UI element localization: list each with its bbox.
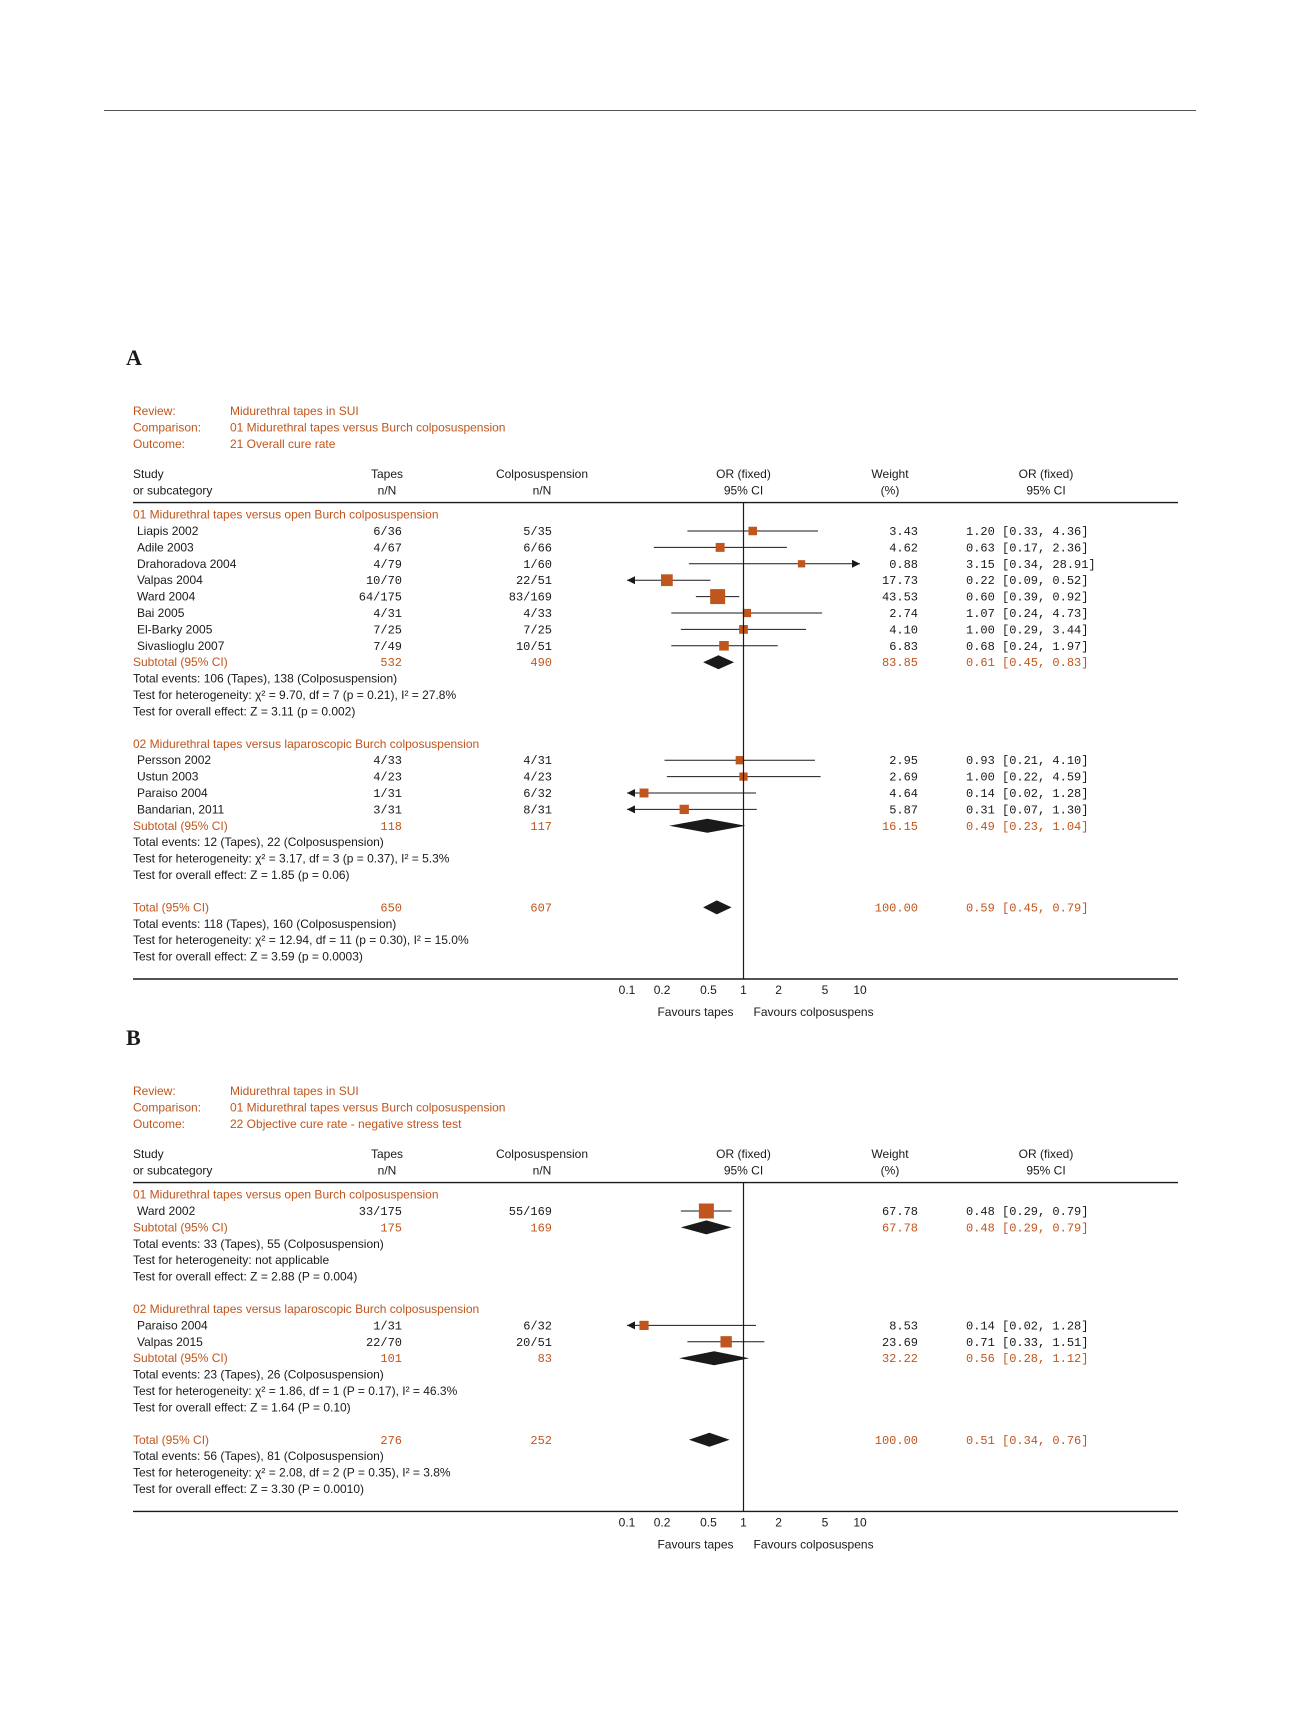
colpo-n: 83/169 (508, 590, 552, 605)
header-colposuspension: n/N (532, 1163, 552, 1178)
forest-plot-a (0, 345, 1300, 1025)
header-weight: Weight (871, 467, 909, 482)
point-estimate (640, 789, 649, 798)
study-name: Ward 2004 (137, 589, 196, 604)
group-title: 01 Midurethral tapes versus open Burch colposuspension (133, 1187, 439, 1202)
group-note: Total events: 12 (Tapes), 22 (Colposuspension) (133, 835, 384, 850)
colpo-n: 4/33 (523, 607, 552, 621)
total-diamond (689, 1433, 730, 1447)
tapes-n: 4/31 (373, 607, 402, 621)
subtotal-weight: 67.78 (881, 1221, 918, 1236)
subtotal-or-ci: 0.48 [0.29, 0.79] (966, 1221, 1089, 1236)
point-estimate (719, 641, 729, 651)
meta-label: Review: (133, 404, 176, 418)
axis-tick-label: 0.1 (618, 1515, 636, 1530)
study-name: Paraiso 2004 (137, 1318, 208, 1333)
study-name: Sivaslioglu 2007 (137, 638, 225, 653)
weight-value: 2.69 (889, 770, 918, 785)
total-note: Total events: 118 (Tapes), 160 (Colposuspension) (133, 916, 397, 931)
total-diamond (703, 900, 731, 914)
point-estimate (699, 1204, 714, 1219)
header-tapes: n/N (377, 1163, 397, 1178)
header-tapes: Tapes (370, 1147, 404, 1162)
or-ci-value: 1.07 [0.24, 4.73] (966, 607, 1089, 621)
weight-value: 5.87 (889, 803, 918, 818)
weight-value: 4.62 (889, 541, 918, 556)
colpo-n: 6/66 (523, 541, 552, 556)
or-ci-value: 1.00 [0.22, 4.59] (966, 770, 1089, 785)
study-name: Liapis 2002 (137, 524, 199, 538)
weight-value: 8.53 (889, 1319, 918, 1334)
header-weight: (%) (880, 1163, 900, 1178)
point-estimate (716, 543, 725, 552)
ci-arrow (627, 789, 635, 797)
total-note: Test for overall effect: Z = 3.30 (P = 0.0010) (133, 1482, 365, 1496)
forest-plot-panel-b (0, 1025, 1300, 1585)
weight-value: 2.74 (889, 607, 918, 621)
total-weight: 100.00 (874, 901, 918, 916)
or-ci-value: 0.71 [0.33, 1.51] (966, 1335, 1089, 1350)
tapes-n: 4/33 (373, 754, 402, 769)
colpo-n: 10/51 (515, 639, 552, 654)
subtotal-weight: 16.15 (881, 819, 918, 834)
subtotal-colpo: 117 (530, 819, 552, 834)
subtotal-label: Subtotal (95% CI) (133, 1351, 228, 1366)
meta-value: 01 Midurethral tapes versus Burch colposuspension (230, 1100, 506, 1115)
weight-value: 0.88 (889, 557, 918, 572)
favours-left-label: Favours tapes (657, 1005, 734, 1019)
ci-arrow (627, 576, 635, 584)
header-colposuspension: n/N (532, 483, 552, 498)
tapes-n: 1/31 (373, 1319, 402, 1334)
tapes-n: 10/70 (365, 574, 402, 589)
subtotal-diamond (679, 1351, 749, 1365)
tapes-n: 4/67 (373, 541, 402, 556)
or-ci-value: 0.31 [0.07, 1.30] (966, 803, 1089, 818)
study-name: Valpas 2004 (137, 573, 203, 588)
colpo-n: 22/51 (515, 574, 552, 589)
meta-label: Outcome: (133, 1116, 186, 1131)
or-ci-value: 1.00 [0.29, 3.44] (966, 623, 1089, 638)
point-estimate (680, 805, 689, 814)
group-title: 02 Midurethral tapes versus laparoscopic Burch colposuspension (133, 736, 480, 751)
colpo-n: 55/169 (508, 1205, 552, 1219)
forest-plot-b (0, 1025, 1300, 1585)
header-tapes: n/N (377, 483, 397, 498)
or-ci-value: 3.15 [0.34, 28.91] (966, 557, 1096, 572)
tapes-n: 6/36 (373, 525, 402, 539)
study-name: Bandarian, 2011 (137, 802, 225, 817)
header-study: or subcategory (133, 1163, 213, 1178)
subtotal-or-ci: 0.61 [0.45, 0.83] (966, 656, 1089, 671)
total-note: Test for heterogeneity: χ² = 12.94, df = 11 (p = 0.30), I² = 15.0% (133, 933, 469, 948)
meta-value: 21 Overall cure rate (230, 436, 336, 451)
or-ci-value: 1.20 [0.33, 4.36] (966, 525, 1089, 539)
or-ci-value: 0.14 [0.02, 1.28] (966, 1319, 1089, 1334)
tapes-n: 22/70 (365, 1335, 402, 1350)
axis-tick-label: 5 (821, 1515, 829, 1530)
axis-tick-label: 1 (740, 1515, 747, 1530)
subtotal-weight: 32.22 (881, 1352, 918, 1367)
point-estimate (639, 1321, 648, 1330)
subtotal-tapes: 101 (380, 1352, 402, 1367)
header-study: or subcategory (133, 483, 213, 498)
subtotal-label: Subtotal (95% CI) (133, 1220, 228, 1235)
weight-value: 67.78 (881, 1205, 918, 1219)
subtotal-tapes: 532 (380, 656, 402, 671)
group-note: Test for heterogeneity: χ² = 9.70, df = 7 (p = 0.21), I² = 27.8% (133, 688, 457, 702)
tapes-n: 64/175 (358, 590, 402, 605)
header-weight: Weight (871, 1147, 909, 1162)
axis-tick-label: 0.1 (618, 983, 636, 997)
or-ci-value: 0.22 [0.09, 0.52] (966, 574, 1089, 589)
meta-value: 22 Objective cure rate - negative stress test (230, 1116, 462, 1131)
total-note: Total events: 56 (Tapes), 81 (Colposuspension) (133, 1449, 384, 1464)
group-note: Total events: 23 (Tapes), 26 (Colposuspension) (133, 1367, 384, 1382)
axis-tick-label: 0.2 (653, 983, 671, 997)
axis-tick-label: 2 (775, 1515, 782, 1530)
colpo-n: 4/23 (523, 770, 552, 785)
subtotal-diamond (703, 655, 734, 669)
header-plot: OR (fixed) (716, 1147, 771, 1162)
favours-left-label: Favours tapes (657, 1537, 734, 1552)
meta-label: Comparison: (133, 420, 202, 435)
header-or: OR (fixed) (1018, 1147, 1074, 1162)
colpo-n: 6/32 (523, 787, 552, 801)
subtotal-or-ci: 0.49 [0.23, 1.04] (966, 819, 1089, 834)
tapes-n: 4/23 (373, 770, 402, 785)
group-note: Test for overall effect: Z = 3.11 (p = 0.002) (133, 704, 356, 719)
point-estimate (748, 527, 757, 536)
meta-label: Outcome: (133, 436, 186, 451)
header-tapes: Tapes (370, 467, 404, 482)
panel-label: B (126, 1025, 141, 1050)
page-top-rule (104, 110, 1196, 111)
weight-value: 6.83 (889, 639, 918, 654)
total-tapes: 276 (380, 1433, 402, 1448)
meta-value: Midurethral tapes in SUI (230, 404, 359, 418)
ci-arrow (852, 560, 860, 568)
colpo-n: 1/60 (523, 557, 552, 572)
axis-tick-label: 10 (853, 983, 867, 997)
group-note: Total events: 106 (Tapes), 138 (Colposuspension) (133, 671, 398, 686)
total-colpo: 607 (530, 901, 552, 916)
point-estimate (721, 1336, 732, 1347)
meta-label: Comparison: (133, 1100, 202, 1115)
header-study: Study (133, 1147, 164, 1162)
tapes-n: 1/31 (373, 787, 402, 801)
weight-value: 17.73 (881, 574, 918, 589)
header-or: OR (fixed) (1018, 467, 1074, 482)
axis-tick-label: 0.5 (700, 983, 717, 997)
or-ci-value: 0.48 [0.29, 0.79] (966, 1205, 1089, 1219)
subtotal-diamond (669, 819, 745, 833)
favours-right-label: Favours colposuspens (753, 1005, 874, 1019)
study-name: El-Barky 2005 (137, 622, 213, 637)
study-name: Drahoradova 2004 (137, 556, 237, 571)
subtotal-tapes: 118 (380, 819, 402, 834)
group-note: Total events: 33 (Tapes), 55 (Colposuspension) (133, 1236, 384, 1251)
group-note: Test for overall effect: Z = 1.85 (p = 0.06) (133, 868, 350, 882)
header-study: Study (133, 467, 164, 482)
header-or: 95% CI (1026, 483, 1066, 498)
total-tapes: 650 (380, 901, 402, 916)
study-name: Valpas 2015 (137, 1334, 203, 1349)
point-estimate (798, 560, 805, 567)
header-weight: (%) (880, 483, 900, 498)
or-ci-value: 0.60 [0.39, 0.92] (966, 590, 1089, 605)
total-note: Test for overall effect: Z = 3.59 (p = 0.0003) (133, 949, 363, 964)
axis-tick-label: 2 (775, 983, 782, 997)
study-name: Persson 2002 (137, 753, 212, 768)
study-name: Ward 2002 (137, 1204, 196, 1218)
header-colposuspension: Colposuspension (495, 467, 589, 482)
or-ci-value: 0.68 [0.24, 1.97] (966, 639, 1089, 654)
subtotal-colpo: 490 (530, 656, 552, 671)
header-plot: OR (fixed) (716, 467, 771, 482)
point-estimate (710, 589, 725, 604)
forest-plot-panel-a (0, 345, 1300, 1025)
or-ci-value: 0.93 [0.21, 4.10] (966, 754, 1089, 769)
subtotal-diamond (681, 1220, 732, 1234)
point-estimate (661, 574, 673, 586)
total-note: Test for heterogeneity: χ² = 2.08, df = 2 (P = 0.35), I² = 3.8% (133, 1465, 451, 1480)
study-name: Adile 2003 (137, 540, 194, 555)
header-plot: 95% CI (723, 483, 764, 498)
group-note: Test for heterogeneity: χ² = 3.17, df = 3 (p = 0.37), I² = 5.3% (133, 851, 450, 866)
tapes-n: 7/49 (373, 639, 402, 654)
total-or-ci: 0.51 [0.34, 0.76] (966, 1433, 1089, 1448)
tapes-n: 4/79 (373, 557, 402, 572)
total-or-ci: 0.59 [0.45, 0.79] (966, 901, 1089, 916)
panel-label: A (126, 345, 142, 370)
header-plot: 95% CI (723, 1163, 764, 1178)
axis-tick-label: 5 (821, 983, 829, 997)
axis-tick-label: 0.2 (653, 1515, 671, 1530)
weight-value: 4.64 (889, 787, 918, 801)
tapes-n: 7/25 (373, 623, 402, 638)
subtotal-label: Subtotal (95% CI) (133, 655, 228, 670)
or-ci-value: 0.14 [0.02, 1.28] (966, 787, 1089, 801)
subtotal-colpo: 83 (537, 1352, 552, 1367)
axis-tick-label: 10 (853, 1515, 867, 1530)
weight-value: 2.95 (889, 754, 918, 769)
ci-arrow (627, 805, 635, 813)
colpo-n: 20/51 (515, 1335, 552, 1350)
group-note: Test for heterogeneity: not applicable (133, 1253, 330, 1268)
ci-arrow (627, 1321, 635, 1329)
colpo-n: 6/32 (523, 1319, 552, 1334)
total-label: Total (95% CI) (133, 900, 210, 915)
group-note: Test for overall effect: Z = 1.64 (P = 0.10) (133, 1400, 351, 1415)
study-name: Ustun 2003 (137, 769, 199, 784)
weight-value: 4.10 (889, 623, 918, 638)
subtotal-weight: 83.85 (881, 656, 918, 671)
favours-right-label: Favours colposuspens (753, 1537, 874, 1552)
subtotal-label: Subtotal (95% CI) (133, 818, 228, 833)
total-weight: 100.00 (874, 1433, 918, 1448)
study-name: Bai 2005 (137, 606, 185, 620)
subtotal-colpo: 169 (530, 1221, 552, 1236)
group-note: Test for overall effect: Z = 2.88 (P = 0.004) (133, 1269, 358, 1284)
meta-value: 01 Midurethral tapes versus Burch colposuspension (230, 420, 506, 435)
axis-tick-label: 0.5 (700, 1515, 717, 1530)
study-name: Paraiso 2004 (137, 786, 208, 800)
subtotal-tapes: 175 (380, 1221, 402, 1236)
tapes-n: 3/31 (373, 803, 402, 818)
total-label: Total (95% CI) (133, 1432, 210, 1447)
colpo-n: 8/31 (523, 803, 552, 818)
point-estimate (736, 756, 744, 764)
colpo-n: 7/25 (523, 623, 552, 638)
group-note: Test for heterogeneity: χ² = 1.86, df = 1 (P = 0.17), I² = 46.3% (133, 1384, 458, 1398)
weight-value: 3.43 (889, 525, 918, 539)
or-ci-value: 0.63 [0.17, 2.36] (966, 541, 1089, 556)
tapes-n: 33/175 (358, 1205, 402, 1219)
header-colposuspension: Colposuspension (495, 1147, 589, 1162)
group-title: 02 Midurethral tapes versus laparoscopic Burch colposuspension (133, 1302, 480, 1316)
total-colpo: 252 (530, 1433, 552, 1448)
meta-value: Midurethral tapes in SUI (230, 1084, 359, 1098)
meta-label: Review: (133, 1084, 176, 1098)
subtotal-or-ci: 0.56 [0.28, 1.12] (966, 1352, 1089, 1367)
group-title: 01 Midurethral tapes versus open Burch colposuspension (133, 507, 439, 522)
colpo-n: 4/31 (523, 754, 552, 769)
header-or: 95% CI (1026, 1163, 1066, 1178)
weight-value: 43.53 (881, 590, 918, 605)
axis-tick-label: 1 (740, 983, 747, 997)
weight-value: 23.69 (881, 1335, 918, 1350)
colpo-n: 5/35 (523, 525, 552, 539)
